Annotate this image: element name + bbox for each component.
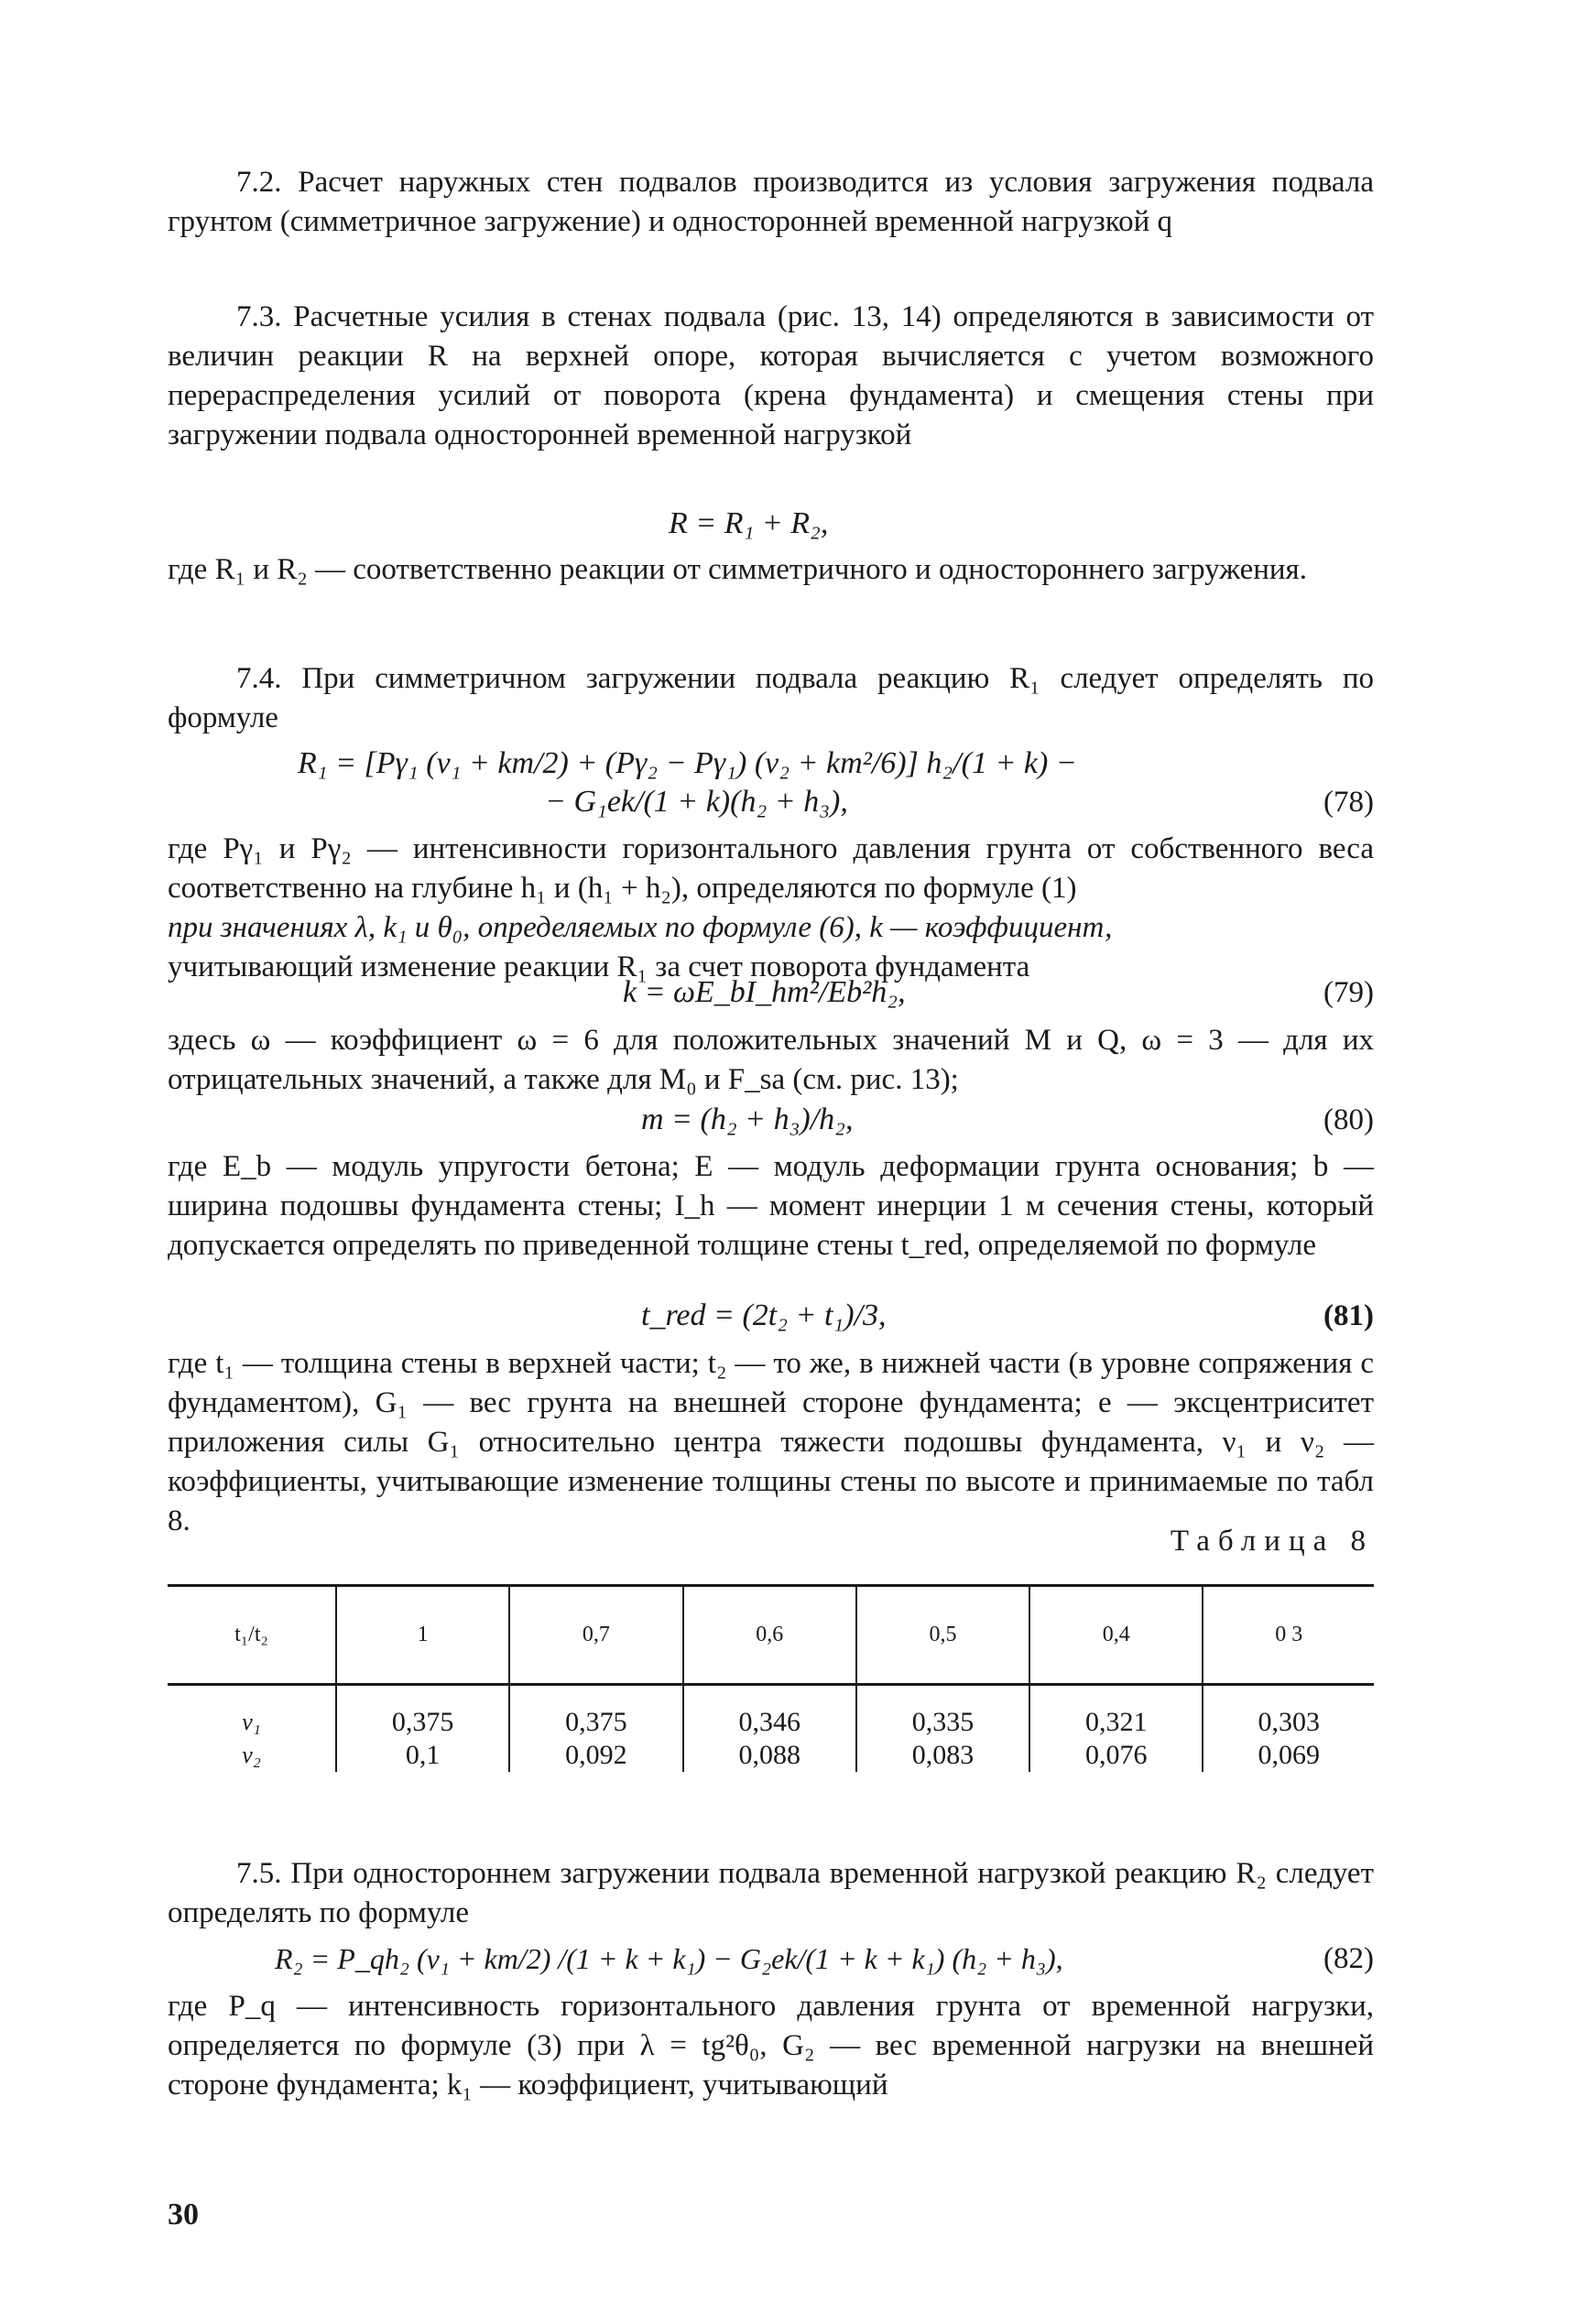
formula-82: R₂ = P_qh₂ (ν₁ + km/2) /(1 + k + k₁) − G₂ek/(1 + k + k₁) (h₂ + h₃), xyxy=(275,1942,1063,1975)
paragraph-7-2: 7.2. Расчет наружных стен подвалов производится из условия загружения подвала грунтом (симметричное загружение) и односторонней временной нагрузкой q xyxy=(168,166,1374,238)
table-row xyxy=(168,1685,1374,1740)
where-81-text: где t₁ — толщина стены в верхней части; t₂ — то же, в нижней части (в уровне сопряжения с фундаментом), G₁ — вес грунта на внешней стороне фундамента; e — эксцентриситет приложения силы G₁ относительно центра тяжести подошвы фундамента, ν₁ и ν₂ — коэффициенты, учитывающие изменение толщины стены по высоте и принимаемые по табл 8. xyxy=(168,1347,1374,1537)
equation-number-79: (79) xyxy=(1323,976,1374,1009)
where-79-block xyxy=(168,1021,1374,1100)
where-78-block xyxy=(168,830,1374,987)
table-cell: 0,375 xyxy=(509,1685,682,1740)
table-row-label: ν₁ xyxy=(242,1709,261,1735)
table-cell: 0,303 xyxy=(1203,1685,1374,1740)
where-82-block xyxy=(168,1987,1374,2105)
section-7-2 xyxy=(168,163,1374,242)
where-R-block xyxy=(168,550,1374,590)
formula-78-line1: R₁ = [Pγ₁ (ν₁ + km/2) + (Pγ₂ − Pγ₁) (ν₂ + km²/6)] h₂/(1 + k) − xyxy=(298,746,1077,780)
equation-number-81: (81) xyxy=(1323,1299,1374,1332)
table-header-cell: 0,6 xyxy=(683,1586,856,1685)
table-header-cell: 0 3 xyxy=(1203,1586,1374,1685)
table-cell: 0,346 xyxy=(683,1685,856,1740)
formula-78-line2: − G₁ek/(1 + k)(h₂ + h₃), xyxy=(545,785,848,819)
table-cell: 0,321 xyxy=(1029,1685,1203,1740)
table-header-cell: 1 xyxy=(336,1586,509,1685)
table-header-cell: 0,4 xyxy=(1029,1586,1203,1685)
paragraph-7-3: 7.3. Расчетные усилия в стенах подвала (рис. 13, 14) определяются в зависимости от величин реакции R на верхней опоре, которая вычисляется с учетом возможного перераспределения усилий от поворота (крена фундамента) и смещения стены при загружении подвала односторонней временной нагрузкой xyxy=(168,300,1374,451)
table-cell: 0,083 xyxy=(856,1739,1029,1772)
table-cell: 0,088 xyxy=(683,1739,856,1772)
formula-R: R = R₁ + R₂, xyxy=(669,506,829,540)
paragraph-7-5: 7.5. При одностороннем загружении подвала временной нагрузкой реакцию R₂ следует определять по формуле xyxy=(168,1857,1374,1929)
where-82-text: где P_q — интенсивность горизонтального давления грунта от временной нагрузки, определяется по формуле (3) при λ = tg²θ₀, G₂ — вес временной нагрузки на внешней стороне фундамента; k₁ — коэффициент, учитывающий xyxy=(168,1990,1374,2101)
where-78-text-b: при значениях λ, k₁ и θ₀, определяемых по формуле (6), k — коэффициент, xyxy=(168,911,1113,944)
section-7-4 xyxy=(168,659,1374,738)
where-80-text: где E_b — модуль упругости бетона; E — модуль деформации грунта основания; b — ширина подошвы фундамента стены; I_h — момент инерции 1 м сечения стены, который допускается определять по приведенной толщине стены t_red, определяемой по формуле xyxy=(168,1150,1374,1262)
table-cell: 0,069 xyxy=(1203,1739,1374,1772)
table-header-row xyxy=(168,1586,1374,1685)
page-number: 30 xyxy=(168,2198,199,2232)
formula-80: m = (h₂ + h₃)/h₂, xyxy=(641,1102,854,1136)
where-78-text-c: учитывающий изменение реакции R₁ за счет поворота фундамента xyxy=(168,950,1030,983)
section-7-5 xyxy=(168,1854,1374,1933)
table-header-cell: t₁/t₂ xyxy=(168,1586,336,1685)
table-row xyxy=(168,1739,1374,1772)
where-R-text: где R₁ и R₂ — соответственно реакции от симметричного и одностороннего загружения. xyxy=(168,553,1307,586)
table-8-caption: Таблица 8 xyxy=(1170,1525,1374,1558)
section-7-3 xyxy=(168,298,1374,455)
table-cell: 0,375 xyxy=(336,1685,509,1740)
table-row-label: ν₂ xyxy=(242,1742,261,1768)
formula-81: t_red = (2t₂ + t₁)/3, xyxy=(641,1298,887,1332)
paragraph-7-4: 7.4. При симметричном загружении подвала реакцию R₁ следует определять по формуле xyxy=(168,662,1374,734)
table-header-cell: 0,7 xyxy=(509,1586,682,1685)
where-78-text-a: где Pγ₁ и Pγ₂ — интенсивности горизонтального давления грунта от собственного веса соответственно на глубине h₁ и (h₁ + h₂), определяются по формуле (1) xyxy=(168,832,1374,905)
table-header-cell: 0,5 xyxy=(856,1586,1029,1685)
equation-number-82: (82) xyxy=(1323,1942,1374,1975)
table-cell: 0,092 xyxy=(509,1739,682,1772)
where-80-block xyxy=(168,1147,1374,1265)
table-cell: 0,076 xyxy=(1029,1739,1203,1772)
equation-number-78: (78) xyxy=(1323,786,1374,819)
where-81-block xyxy=(168,1344,1374,1541)
equation-number-80: (80) xyxy=(1323,1103,1374,1136)
where-79-text: здесь ω — коэффициент ω = 6 для положительных значений M и Q, ω = 3 — для их отрицательных значений, а также для M₀ и F_sa (см. рис. 13); xyxy=(168,1024,1374,1096)
formula-79: k = ωE_bI_hm²/Eb²h₂, xyxy=(623,975,906,1009)
table-cell: 0,1 xyxy=(336,1739,509,1772)
table-cell: 0,335 xyxy=(856,1685,1029,1740)
table-8 xyxy=(168,1584,1374,1772)
